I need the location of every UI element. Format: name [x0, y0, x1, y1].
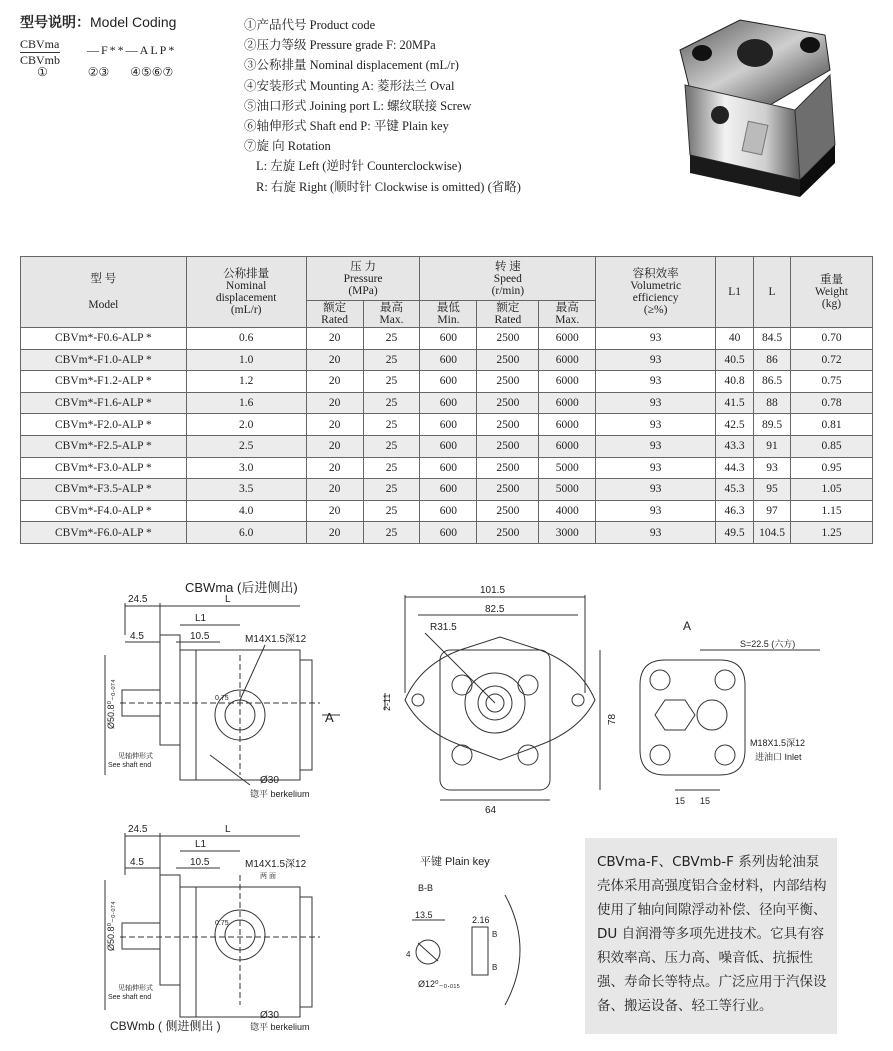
- table-cell-model: CBVm*-F3.5-ALP *: [21, 479, 187, 501]
- table-cell: 91: [754, 435, 791, 457]
- table-cell: 2500: [477, 457, 539, 479]
- th-weight-cn: 重量: [820, 274, 844, 286]
- th-eff-en: Volumetric efficiency: [630, 280, 682, 304]
- table-cell: 2500: [477, 500, 539, 522]
- table-cell: 2500: [477, 414, 539, 436]
- model-coding-title-cn: 型号说明：: [20, 14, 90, 30]
- see-shaft-cn-b: 见轴伸形式: [118, 985, 153, 992]
- berkelium-a: 锪平 berkelium: [250, 789, 310, 799]
- dim-24-5-b: 24.5: [128, 824, 148, 835]
- table-cell: 93: [596, 392, 716, 414]
- table-cell: 600: [420, 522, 477, 544]
- dim-L-b: L: [225, 824, 231, 835]
- table-row: [21, 500, 873, 522]
- table-cell: 40.5: [716, 349, 754, 371]
- thread-label-a: M14X1.5深12: [245, 634, 307, 645]
- th-min-cn: 最低: [436, 302, 460, 314]
- desc-item: ⑤油口形式 Joining port L: 螺纹联接 Screw: [244, 98, 472, 113]
- th-rated-en: Rated: [321, 314, 348, 326]
- table-cell: 0.95: [791, 457, 873, 479]
- table-cell: 20: [306, 522, 363, 544]
- table-cell: 2500: [477, 349, 539, 371]
- desc-item: ④安装形式 Mounting A: 菱形法兰 Oval: [244, 78, 455, 93]
- table-cell: 3000: [539, 522, 596, 544]
- dim-r31-5: R31.5: [430, 622, 457, 633]
- table-cell: 20: [306, 349, 363, 371]
- table-cell: 6000: [539, 435, 596, 457]
- table-cell: 2500: [477, 371, 539, 393]
- table-cell: 20: [306, 414, 363, 436]
- dim-4-5-b: 4.5: [130, 857, 144, 868]
- table-cell: 46.3: [716, 500, 754, 522]
- table-cell-model: CBVm*-F1.6-ALP *: [21, 392, 187, 414]
- th-speed-rated-en: Rated: [494, 314, 522, 326]
- th-model-cn: 型 号: [90, 273, 117, 285]
- table-cell: 2500: [477, 435, 539, 457]
- table-cell: 600: [420, 392, 477, 414]
- dim-64: 64: [485, 805, 497, 816]
- th-eff-unit: (≥%): [643, 304, 668, 316]
- table-cell: 93: [596, 522, 716, 544]
- model-a-name: CBVma: [20, 37, 60, 51]
- table-cell: 1.05: [791, 479, 873, 501]
- th-disp-unit: (mL/r): [230, 304, 262, 316]
- table-cell: 25: [363, 522, 420, 544]
- th-speed-rated-cn: 额定: [496, 302, 520, 314]
- table-cell: 93: [596, 435, 716, 457]
- table-cell: 2500: [477, 328, 539, 350]
- th-pressure-en: Pressure: [343, 272, 383, 285]
- table-cell: 0.72: [791, 349, 873, 371]
- th-speed: [420, 257, 596, 301]
- table-cell: 5000: [539, 479, 596, 501]
- dim-4: 4: [406, 950, 411, 959]
- dia12-label: Ø12⁰₋₀.₀₁₅: [418, 979, 461, 989]
- table-cell: 1.25: [791, 522, 873, 544]
- table-cell: 104.5: [754, 522, 791, 544]
- table-cell: 25: [363, 457, 420, 479]
- table-cell: 20: [306, 457, 363, 479]
- drawing-title-b: CBWmb ( 侧进侧出 ): [110, 1019, 221, 1033]
- table-cell: 6000: [539, 414, 596, 436]
- th-efficiency: [596, 257, 716, 328]
- table-cell: 20: [306, 371, 363, 393]
- th-displacement: [186, 257, 306, 328]
- table-cell: 0.75: [791, 371, 873, 393]
- dim-15-a: 15: [675, 796, 686, 806]
- desc-item: R: 右旋 Right (顺时针 Clockwise is omitted) (省略): [256, 179, 521, 194]
- arrow-A-label: A: [325, 710, 334, 725]
- th-max-en: Max.: [379, 314, 404, 326]
- table-cell: 42.5: [716, 414, 754, 436]
- table-cell: 93: [596, 328, 716, 350]
- table-cell: 49.5: [716, 522, 754, 544]
- table-cell: 6000: [539, 371, 596, 393]
- model-coding-title-en: Model Coding: [90, 14, 177, 30]
- model-coding-title: [20, 12, 176, 32]
- dim-13-5: 13.5: [415, 910, 433, 920]
- table-cell: 25: [363, 392, 420, 414]
- dim-4-5-a: 4.5: [130, 631, 144, 642]
- dim-0-75-b: 0.75: [215, 920, 229, 927]
- table-cell: 6000: [539, 328, 596, 350]
- table-row: [21, 522, 873, 544]
- dim-10-5-a: 10.5: [190, 631, 210, 642]
- table-cell: 44.3: [716, 457, 754, 479]
- table-cell-model: CBVm*-F4.0-ALP *: [21, 500, 187, 522]
- table-cell: 93: [596, 349, 716, 371]
- table-cell: 25: [363, 500, 420, 522]
- table-cell: 6000: [539, 349, 596, 371]
- table-cell: 2500: [477, 522, 539, 544]
- spec-table-body: [21, 328, 873, 544]
- th-model: [21, 257, 187, 328]
- dim-82-5: 82.5: [485, 604, 505, 615]
- table-cell: 0.70: [791, 328, 873, 350]
- shaft-dia-a: Ø50.8⁰₋₀.₀₇₄: [106, 679, 116, 729]
- inlet-label: 进油口 Inlet: [755, 752, 802, 762]
- table-cell: 2500: [477, 479, 539, 501]
- thread-label-b: M14X1.5深12: [245, 859, 307, 870]
- table-cell: 4000: [539, 500, 596, 522]
- table-cell: 86: [754, 349, 791, 371]
- th-weight-en: Weight: [815, 286, 848, 298]
- desc-item: ②压力等级 Pressure grade F: 20MPa: [244, 38, 436, 53]
- table-row: [21, 414, 873, 436]
- table-cell: 600: [420, 457, 477, 479]
- th-speed-cn: 转 速: [494, 260, 521, 273]
- table-row: [21, 435, 873, 457]
- table-cell: 1.0: [186, 349, 306, 371]
- th-speed-unit: (r/min): [491, 284, 525, 297]
- th-l: L: [754, 257, 791, 328]
- table-cell: 600: [420, 414, 477, 436]
- table-cell: 2.0: [186, 414, 306, 436]
- table-cell: 1.6: [186, 392, 306, 414]
- table-cell: 5000: [539, 457, 596, 479]
- th-disp-cn: 公称排量: [223, 268, 270, 280]
- table-cell: 25: [363, 414, 420, 436]
- table-row: [21, 328, 873, 350]
- table-cell: 40.8: [716, 371, 754, 393]
- dim-b-bottom: B: [492, 963, 498, 972]
- table-cell: 600: [420, 435, 477, 457]
- table-cell: 600: [420, 479, 477, 501]
- table-cell: 20: [306, 435, 363, 457]
- th-rated-cn: 额定: [323, 302, 347, 314]
- desc-item: ③公称排量 Nominal displacement (mL/r): [244, 58, 459, 73]
- table-cell: 89.5: [754, 414, 791, 436]
- table-cell: 43.3: [716, 435, 754, 457]
- table-cell: 6.0: [186, 522, 306, 544]
- table-cell: 600: [420, 500, 477, 522]
- table-cell: 0.85: [791, 435, 873, 457]
- table-cell: 0.6: [186, 328, 306, 350]
- table-cell-model: CBVm*-F3.0-ALP *: [21, 457, 187, 479]
- table-cell-model: CBVm*-F1.0-ALP *: [21, 349, 187, 371]
- dim-L1-b: L1: [195, 839, 207, 850]
- coding-pattern: —F**—ALP*: [87, 43, 177, 57]
- table-cell: 84.5: [754, 328, 791, 350]
- table-row: [21, 479, 873, 501]
- shaft-dia-b: Ø50.8⁰₋₀.₀₇₄: [106, 901, 116, 951]
- table-cell: 93: [596, 457, 716, 479]
- dim-15-b: 15: [700, 796, 711, 806]
- table-cell: 1.2: [186, 371, 306, 393]
- gear-pump-photo: [650, 15, 855, 205]
- bb-section-label: B-B: [418, 883, 434, 893]
- th-speed-max-cn: 最高: [555, 302, 579, 314]
- table-cell: 3.5: [186, 479, 306, 501]
- table-cell: 25: [363, 479, 420, 501]
- dia30-b: Ø30: [260, 1010, 279, 1021]
- hex-label: S=22.5 (六方): [740, 639, 796, 649]
- table-cell: 25: [363, 371, 420, 393]
- desc-item: ⑦旋 向 Rotation: [244, 139, 331, 154]
- drawing-title-a: CBWma (后进侧出): [185, 580, 298, 595]
- table-cell: 4.0: [186, 500, 306, 522]
- table-cell: 93: [596, 479, 716, 501]
- th-eff-cn: 容积效率: [632, 268, 679, 280]
- table-cell: 600: [420, 371, 477, 393]
- table-cell: 40: [716, 328, 754, 350]
- dim-2-11: 2-11: [382, 693, 392, 711]
- dia30-a: Ø30: [260, 775, 279, 786]
- th-max: [363, 301, 420, 328]
- plain-key-label: 平键 Plain key: [420, 856, 490, 868]
- dim-b-top: B: [492, 930, 498, 939]
- table-cell: 93: [596, 414, 716, 436]
- table-cell: 93: [754, 457, 791, 479]
- th-pressure-cn: 压 力: [350, 260, 376, 273]
- table-cell: 41.5: [716, 392, 754, 414]
- dim-L-a: L: [225, 594, 231, 605]
- th-speed-rated: [477, 301, 539, 328]
- coding-numbers: [37, 65, 173, 80]
- th-weight: [791, 257, 873, 328]
- th-speed-max: [539, 301, 596, 328]
- dim-78: 78: [607, 713, 618, 725]
- table-cell: 600: [420, 328, 477, 350]
- th-weight-unit: (kg): [821, 298, 842, 310]
- table-cell: 25: [363, 349, 420, 371]
- see-shaft-cn-a: 见轴伸形式: [118, 753, 153, 760]
- table-cell: 25: [363, 328, 420, 350]
- table-cell: 2.5: [186, 435, 306, 457]
- th-pressure: [306, 257, 420, 301]
- spec-table: [20, 256, 873, 544]
- desc-item: ①产品代号 Product code: [244, 18, 376, 32]
- th-max-cn: 最高: [380, 302, 403, 314]
- th-disp-en: Nominal displacement: [215, 280, 277, 304]
- table-cell-model: CBVm*-F0.6-ALP *: [21, 328, 187, 350]
- coding-num-left: ①: [37, 65, 48, 79]
- table-cell: 93: [596, 500, 716, 522]
- table-cell: 20: [306, 500, 363, 522]
- see-shaft-en-b: See shaft end: [108, 994, 152, 1001]
- dim-101-5: 101.5: [480, 585, 506, 596]
- table-cell-model: CBVm*-F1.2-ALP *: [21, 371, 187, 393]
- table-cell: 600: [420, 349, 477, 371]
- coding-num-mid: ②③: [87, 65, 110, 79]
- th-speed-max-en: Max.: [555, 314, 580, 326]
- table-row: [21, 457, 873, 479]
- model-b-name: CBVmb: [20, 53, 61, 67]
- desc-item: L: 左旋 Left (逆时针 Counterclockwise): [256, 159, 462, 174]
- berkelium-b: 锪平 berkelium: [250, 1022, 310, 1032]
- dim-L1-a: L1: [195, 613, 207, 624]
- table-cell: 20: [306, 479, 363, 501]
- table-cell: 1.15: [791, 500, 873, 522]
- table-row: [21, 349, 873, 371]
- dim-10-5-b: 10.5: [190, 857, 210, 868]
- th-pressure-unit: (MPa): [348, 284, 378, 297]
- dim-0-75-a: 0.75: [215, 695, 229, 702]
- table-cell: 20: [306, 328, 363, 350]
- table-cell: 0.78: [791, 392, 873, 414]
- table-cell: 2500: [477, 392, 539, 414]
- th-min-en: Min.: [437, 314, 460, 326]
- table-cell: 93: [596, 371, 716, 393]
- inlet-thread-label: M18X1.5深12: [750, 738, 806, 748]
- table-cell: 97: [754, 500, 791, 522]
- table-cell: 6000: [539, 392, 596, 414]
- table-row: [21, 392, 873, 414]
- table-cell: 88: [754, 392, 791, 414]
- table-cell: 0.81: [791, 414, 873, 436]
- table-cell: 20: [306, 392, 363, 414]
- table-row: [21, 371, 873, 393]
- table-cell-model: CBVm*-F2.0-ALP *: [21, 414, 187, 436]
- see-shaft-en-a: See shaft end: [108, 762, 152, 769]
- table-cell: 86.5: [754, 371, 791, 393]
- two-sides-label: 两 面: [260, 873, 276, 880]
- coding-num-right: ④⑤⑥⑦: [130, 65, 174, 79]
- th-rated: [306, 301, 363, 328]
- th-l1: L1: [716, 257, 754, 328]
- table-cell: 45.3: [716, 479, 754, 501]
- coding-description-list: [244, 15, 521, 197]
- table-cell: 95: [754, 479, 791, 501]
- table-cell-model: CBVm*-F6.0-ALP *: [21, 522, 187, 544]
- desc-item: ⑥轴伸形式 Shaft end P: 平键 Plain key: [244, 119, 449, 134]
- dim-24-5-a: 24.5: [128, 594, 148, 605]
- th-speed-en: Speed: [493, 272, 522, 285]
- table-cell: 3.0: [186, 457, 306, 479]
- view-A-label: A: [683, 619, 692, 633]
- model-names: [20, 37, 60, 68]
- th-min: [420, 301, 477, 328]
- th-model-en: Model: [88, 299, 119, 311]
- table-cell-model: CBVm*-F2.5-ALP *: [21, 435, 187, 457]
- table-cell: 25: [363, 435, 420, 457]
- product-info-box: CBVma-F、CBVmb-F 系列齿轮油泵壳体采用高强度铝合金材料，内部结构使用了轴向间隙浮动补偿、径向平衡、DU 自润滑等多项先进技术。它具有容积效率高、压力高、噪音低、抗振性强、寿命长等特点。广泛应用于汽保设备、搬运设备、轻工等行业。: [585, 838, 837, 1034]
- dim-2-16: 2.16: [472, 915, 490, 925]
